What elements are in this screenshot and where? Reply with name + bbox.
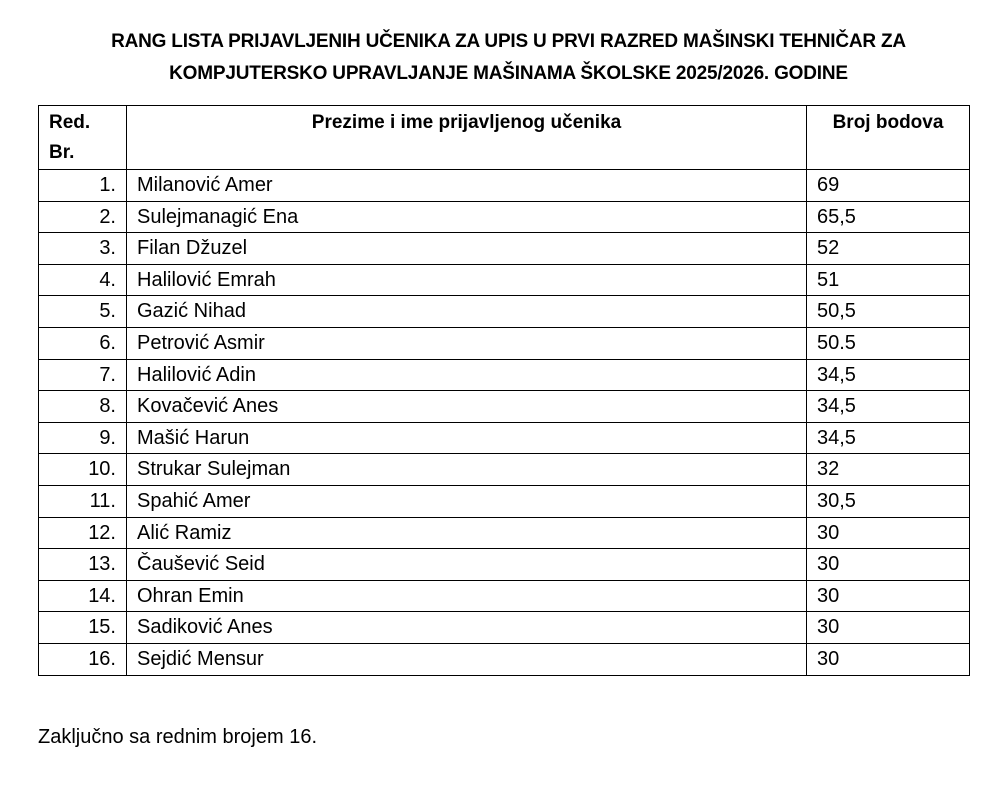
row-ordinal: 16. [39,643,127,675]
row-points: 65,5 [807,201,970,233]
row-student-name: Čaušević Seid [127,549,807,581]
row-student-name: Halilović Emrah [127,264,807,296]
row-points: 50.5 [807,327,970,359]
row-ordinal: 4. [39,264,127,296]
row-student-name: Mašić Harun [127,422,807,454]
row-ordinal: 2. [39,201,127,233]
row-student-name: Milanović Amer [127,170,807,202]
table-row [39,264,970,296]
row-ordinal: 11. [39,485,127,517]
header-ordinal-line2: Br. [49,142,75,163]
row-ordinal: 5. [39,296,127,328]
table-row [39,201,970,233]
row-ordinal: 10. [39,454,127,486]
row-points: 34,5 [807,359,970,391]
table-row [39,233,970,265]
table-row [39,296,970,328]
row-student-name: Sadiković Anes [127,612,807,644]
table-row [39,359,970,391]
row-ordinal: 15. [39,612,127,644]
row-student-name: Sulejmanagić Ena [127,201,807,233]
row-student-name: Strukar Sulejman [127,454,807,486]
table-header-row [39,106,970,170]
row-points: 30 [807,549,970,581]
row-points: 50,5 [807,296,970,328]
row-points: 30,5 [807,485,970,517]
table-row [39,391,970,423]
table-body [39,170,970,676]
table-row [39,327,970,359]
row-points: 30 [807,517,970,549]
table-row [39,454,970,486]
table-row [39,485,970,517]
row-student-name: Alić Ramiz [127,517,807,549]
table-row [39,643,970,675]
header-points: Broj bodova [807,106,970,170]
table-row [39,580,970,612]
row-ordinal: 6. [39,327,127,359]
table-row [39,170,970,202]
title-line-2: KOMPJUTERSKO UPRAVLJANJE MAŠINAMA ŠKOLSKE 2025/2026. GODINE [169,63,848,84]
row-ordinal: 9. [39,422,127,454]
row-ordinal: 8. [39,391,127,423]
row-ordinal: 12. [39,517,127,549]
row-points: 69 [807,170,970,202]
row-student-name: Sejdić Mensur [127,643,807,675]
title-line-1: RANG LISTA PRIJAVLJENIH UČENIKA ZA UPIS U PRVI RAZRED MAŠINSKI TEHNIČAR ZA [111,31,906,52]
table-row [39,612,970,644]
document-title [20,26,997,90]
table-row [39,549,970,581]
row-ordinal: 7. [39,359,127,391]
header-ordinal [39,106,127,170]
row-points: 30 [807,612,970,644]
row-points: 30 [807,643,970,675]
row-points: 51 [807,264,970,296]
row-student-name: Spahić Amer [127,485,807,517]
row-points: 52 [807,233,970,265]
row-ordinal: 13. [39,549,127,581]
row-points: 34,5 [807,422,970,454]
row-points: 34,5 [807,391,970,423]
row-student-name: Petrović Asmir [127,327,807,359]
row-student-name: Kovačević Anes [127,391,807,423]
row-student-name: Ohran Emin [127,580,807,612]
row-student-name: Gazić Nihad [127,296,807,328]
row-points: 30 [807,580,970,612]
row-student-name: Filan Džuzel [127,233,807,265]
closing-note: Zaključno sa rednim brojem 16. [38,726,318,748]
row-ordinal: 1. [39,170,127,202]
row-student-name: Halilović Adin [127,359,807,391]
row-ordinal: 14. [39,580,127,612]
row-points: 32 [807,454,970,486]
header-student-name: Prezime i ime prijavljenog učenika [127,106,807,170]
ranking-table [38,105,970,676]
table-row [39,517,970,549]
row-ordinal: 3. [39,233,127,265]
header-ordinal-line1: Red. [49,112,91,133]
table-row [39,422,970,454]
